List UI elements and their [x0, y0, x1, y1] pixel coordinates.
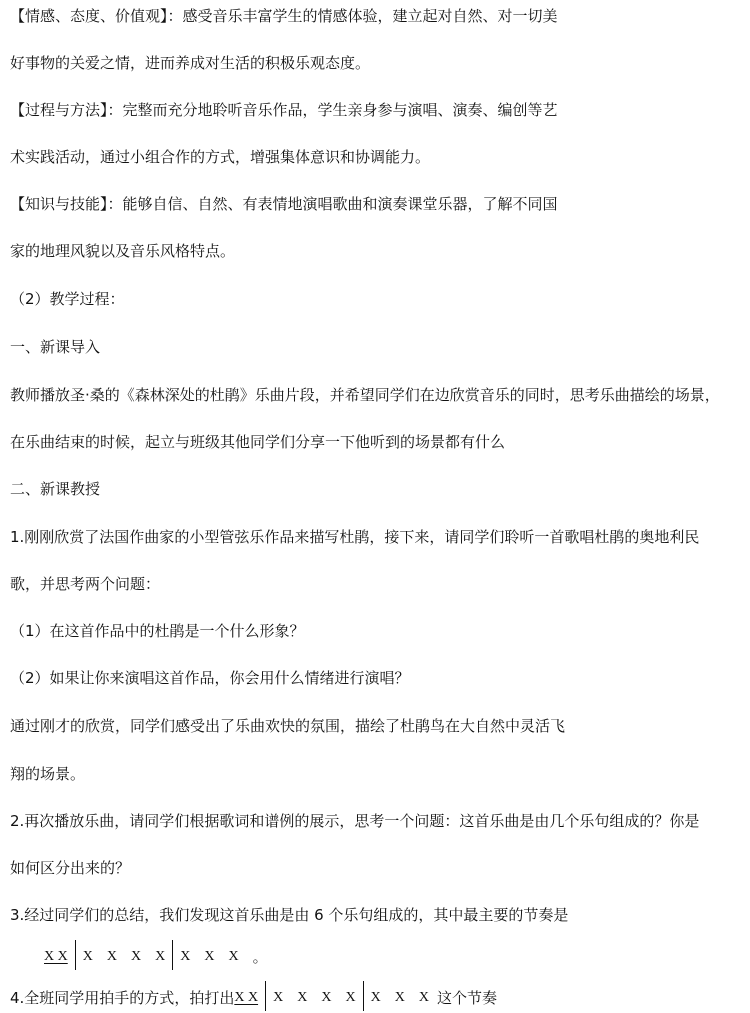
rhythm-note: X — [204, 949, 215, 964]
question-item: （2）如果让你来演唱这首作品，你会用什么情绪进行演唱？ — [10, 669, 410, 687]
rhythm-line-4 — [10, 983, 497, 1013]
paragraph-line: 通过刚才的欣赏，同学们感受出了乐曲欢快的氛围，描绘了杜鹃鸟在大自然中灵活飞 — [10, 717, 566, 735]
rhythm-note: X — [155, 949, 166, 964]
bar-line — [265, 981, 266, 1011]
rhythm-note: X — [345, 990, 356, 1005]
section-heading: 二、新课教授 — [10, 480, 101, 498]
rhythm-note: X — [297, 990, 308, 1005]
question-item: （1）在这首作品中的杜鹃是一个什么形象？ — [10, 622, 305, 640]
paragraph-line: 教师播放圣·桑的《森林深处的杜鹃》乐曲片段，并希望同学们在边欣赏音乐的同时，思考乐曲描绘的场景， — [10, 386, 720, 404]
rhythm-note: X — [82, 949, 93, 964]
paragraph-line: 3.经过同学们的总结，我们发现这首乐曲是由 6 个乐句组成的，其中最主要的节奏是 — [10, 906, 569, 924]
line4-prefix: 4.全班同学用拍手的方式，拍打出 — [10, 989, 235, 1007]
line4-suffix: 这个节奏 — [436, 989, 497, 1007]
section-heading: 一、新课导入 — [10, 338, 101, 356]
rhythm-note: X — [394, 990, 405, 1005]
rhythm-note: X — [321, 990, 332, 1005]
rhythm-end: 。 — [252, 948, 268, 966]
paragraph-line: 1.刚刚欣赏了法国作曲家的小型管弦乐作品来描写杜鹃，接下来，请同学们聆听一首歌唱杜鹃的奥地利民 — [10, 528, 700, 546]
bar-line — [172, 940, 173, 970]
paragraph-line: 【情感、态度、价值观】：感受音乐丰富学生的情感体验，建立起对自然、对一切美 — [10, 7, 558, 25]
rhythm-note: X — [180, 949, 191, 964]
rhythm-note: X — [130, 949, 142, 964]
paragraph-line: 翔的场景。 — [10, 765, 86, 783]
rhythm-note: X — [106, 949, 117, 964]
section-heading: （2）教学过程： — [10, 290, 125, 308]
rhythm-note: X — [228, 949, 239, 964]
paragraph-line: 歌，并思考两个问题： — [10, 575, 161, 593]
paragraph-line: 【过程与方法】：完整而充分地聆听音乐作品，学生亲身参与演唱、演奏、编创等艺 — [10, 101, 558, 119]
paragraph-line: 如何区分出来的？ — [10, 859, 131, 877]
bar-line — [363, 981, 364, 1011]
paragraph-line: 【知识与技能】：能够自信、自然、有表情地演唱歌曲和演奏课堂乐器，了解不同国 — [10, 195, 558, 213]
paragraph-line: 好事物的关爱之情，进而养成对生活的积极乐观态度。 — [10, 54, 371, 72]
bar-line — [75, 940, 76, 970]
paragraph-line: 在乐曲结束的时候，起立与班级其他同学们分享一下他听到的场景都有什么 — [10, 433, 506, 451]
paragraph-line: 家的地理风貌以及音乐风格特点。 — [10, 242, 236, 260]
rhythm-note: X — [370, 990, 381, 1005]
rhythm-pair: X X — [44, 949, 68, 964]
paragraph-line: 术实践活动，通过小组合作的方式，增强集体意识和协调能力。 — [10, 148, 431, 166]
rhythm-note: X — [418, 990, 429, 1005]
rhythm-note: X — [273, 990, 284, 1005]
paragraph-line: 2.再次播放乐曲，请同学们根据歌词和谱例的展示，思考一个问题：这首乐曲是由几个乐句组成的？你是 — [10, 812, 700, 830]
rhythm-notation — [44, 942, 268, 972]
rhythm-pair: X X — [234, 990, 259, 1005]
